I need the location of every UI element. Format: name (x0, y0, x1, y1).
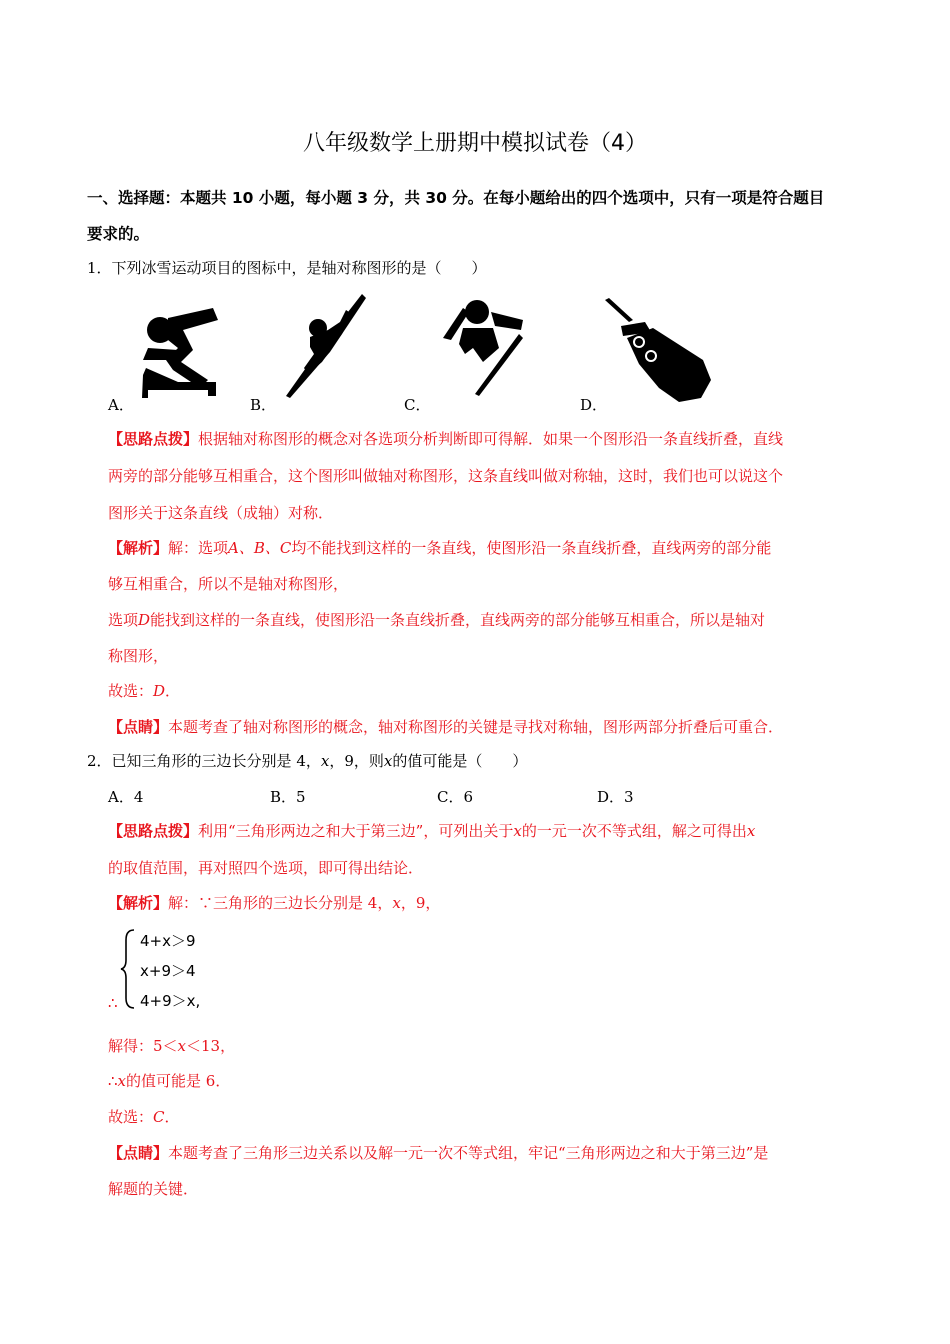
q2-option-a: A．4 (108, 788, 144, 806)
bobsleigh-icon (605, 298, 715, 406)
section-heading-line1: 一、选择题：本题共 10 小题，每小题 3 分，共 30 分。在每小题给出的四个选项中，只有一项是符合题目 (87, 189, 825, 207)
q1-answer: 故选：D． (108, 682, 181, 700)
inequality-2: x+9＞4 (140, 962, 196, 980)
freestyle-skiing-icon (435, 298, 530, 398)
q2-solution-tag: 【解析】 (108, 894, 169, 912)
q1-hint-line1: 【思路点拨】根据轴对称图形的概念对各选项分析判断即可得解．如果一个图形沿一条直线折叠，直线 (108, 430, 784, 448)
q2-comment-line1: 【点睛】本题考查了三角形三边关系以及解一元一次不等式组，牢记“三角形两边之和大于第三边”是 (108, 1144, 769, 1162)
q2-conclusion: ∴x的值可能是 6． (108, 1072, 231, 1090)
q1-option-a: A． (108, 396, 134, 414)
q2-comment-line2: 解题的关键． (108, 1180, 199, 1198)
q2-hint-line1: 【思路点拨】利用“三角形两边之和大于第三边”，可列出关于x的一元一次不等式组，解之可得出x (108, 822, 756, 840)
q2-comment-tag: 【点睛】 (108, 1144, 169, 1162)
q1-option-c: C． (404, 396, 431, 414)
q1-comment-tag: 【点睛】 (108, 718, 169, 736)
section-heading-line2: 要求的。 (87, 225, 150, 243)
q1-solution-line4: 称图形， (108, 647, 169, 665)
inequality-3: 4+9＞x, (140, 992, 201, 1010)
q2-option-c: C．6 (437, 788, 474, 806)
q1-option-b: B． (250, 396, 277, 414)
q2-hint-tag: 【思路点拨】 (108, 822, 199, 840)
q1-hint-tag: 【思路点拨】 (108, 430, 199, 448)
inequality-1: 4+x＞9 (140, 932, 196, 950)
q2-hint-line2: 的取值范围，再对照四个选项，即可得出结论． (108, 859, 424, 877)
q1-hint-line2: 两旁的部分能够互相重合，这个图形叫做轴对称图形，这条直线叫做对称轴，这时，我们也可以说这个 (108, 467, 784, 485)
ski-jumping-icon (280, 292, 370, 402)
q2-solution-line1: 【解析】解：∵三角形的三边长分别是 4，x，9， (108, 894, 441, 912)
q1-solution-tag: 【解析】 (108, 539, 169, 557)
q2-stem: 2．已知三角形的三边长分别是 4，x，9，则x的值可能是（ ） (87, 752, 528, 770)
q2-solve-result: 解得：5＜x＜13， (108, 1037, 236, 1055)
q1-stem: 1．下列冰雪运动项目的图标中，是轴对称图形的是（ ） (87, 259, 487, 277)
q1-solution-line2: 够互相重合，所以不是轴对称图形， (108, 575, 349, 593)
q2-option-d: D．3 (597, 788, 634, 806)
page-title: 八年级数学上册期中模拟试卷（4） (303, 131, 647, 156)
q2-option-b: B．5 (270, 788, 306, 806)
q1-option-d: D． (580, 396, 608, 414)
speed-skating-icon (138, 300, 228, 400)
q1-solution-line3: 选项D能找到这样的一条直线，使图形沿一条直线折叠，直线两旁的部分能够互相重合，所以是轴对 (108, 611, 766, 629)
therefore-symbol: ∴ (108, 994, 118, 1012)
q1-comment: 【点睛】本题考查了轴对称图形的概念，轴对称图形的关键是寻找对称轴，图形两部分折叠后可重合． (108, 718, 784, 736)
system-brace (120, 928, 136, 1010)
q1-hint-line3: 图形关于这条直线（成轴）对称． (108, 504, 334, 522)
q1-solution-line1: 【解析】解：选项A、B、C均不能找到这样的一条直线，使图形沿一条直线折叠，直线两旁的部分能 (108, 539, 772, 557)
q2-answer: 故选：C． (108, 1108, 180, 1126)
